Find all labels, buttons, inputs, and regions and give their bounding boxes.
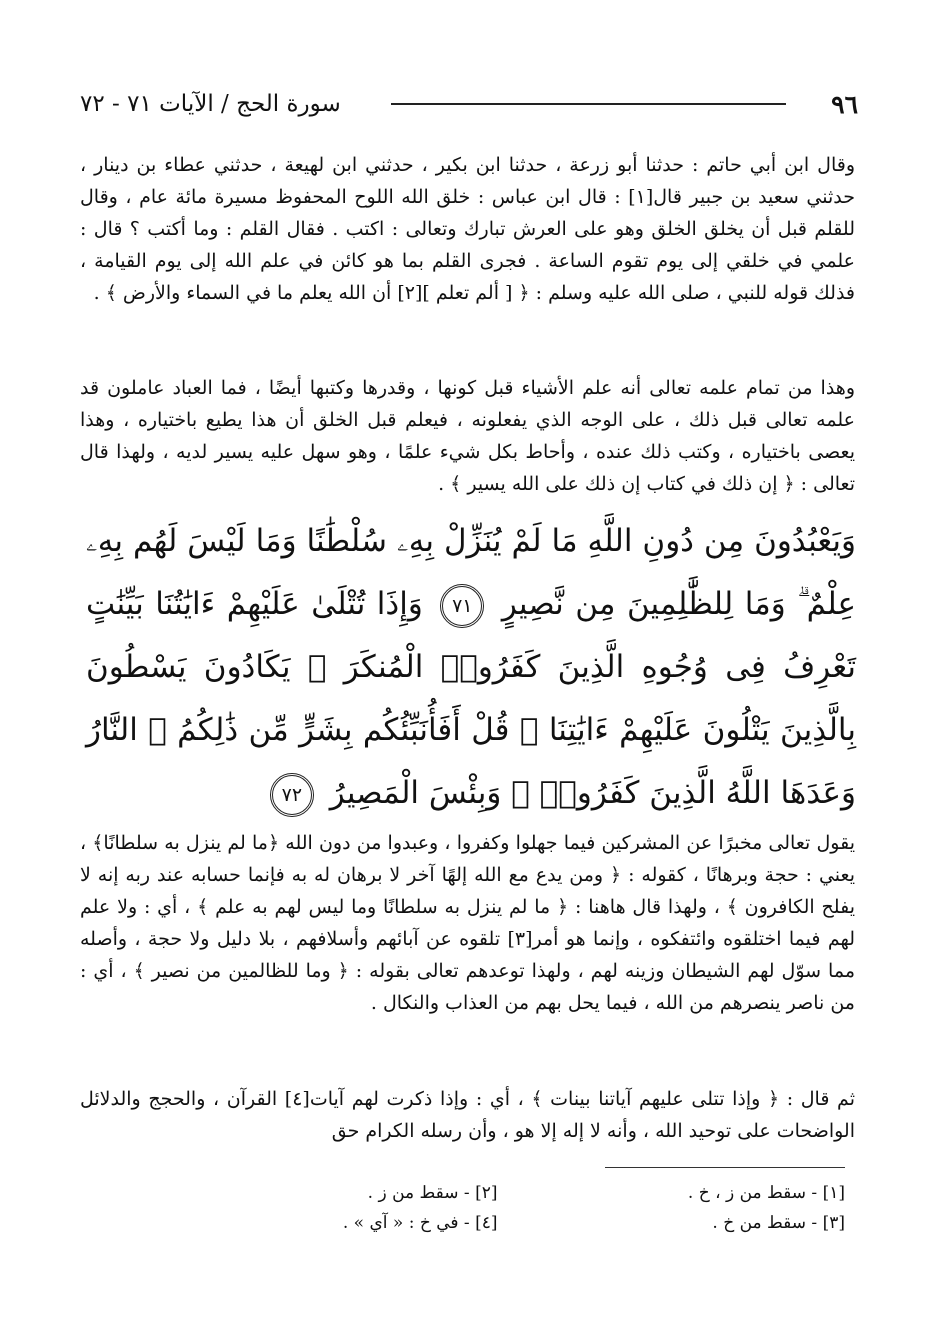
header-rule (391, 103, 786, 105)
page-number: ٩٦ (831, 89, 858, 119)
paragraph-tafsir (80, 827, 855, 1019)
ayah-72-text: وَإِذَا تُتْلَىٰ عَلَيْهِمْ ءَايَٰتُنَا بَيِّنَٰتٍ تَعْرِفُ فِى وُجُوهِ الَّذِينَ كَفَرُوا۟ الْمُنكَرَ ۖ يَكَادُونَ يَسْطُونَ بِالَّذِينَ يَتْلُونَ عَلَيْهِمْ ءَايَٰتِنَا ۗ قُلْ أَفَأُنَبِّئُكُم بِشَرٍّ مِّن ذَٰلِكُمُ ۗ النَّارُ وَعَدَهَا اللَّهُ الَّذِينَ كَفَرُوا۟ ۖ وَبِئْسَ الْمَصِيرُ (86, 586, 856, 811)
footnote-1: [١] - سقط من ز ، خ . (687, 1183, 845, 1203)
paragraph-text: يقول تعالى مخبرًا عن المشركين فيما جهلوا وكفروا ، وعبدوا من دون الله ﴿ما لم ينزل به سلطانًا﴾ ، يعني : حجة وبرهانًا ، كقوله : ﴿ ومن يدع مع الله إلهًا آخر لا برهان له به فإنما حسابه عند ربه إنه لا يفلح الكافرون ﴾ ، ولهذا قال هاهنا : ﴿ ما لم ينزل به سلطانًا وما ليس لهم به علم ﴾ ، أي : ولا علم لهم فيما اختلقوه وائتفكوه ، وإنما هو أمر[٣] تلقوه عن آبائهم وأسلافهم ، بلا دليل ولا حجة ، وأصله مما سوّل لهم الشيطان وزينه لهم ، ولهذا توعدهم تعالى بقوله : ﴿ وما للظالمين من نصير ﴾ ، أي : من ناصر ينصرهم من الله ، فيما يحل بهم من العذاب والنكال . (80, 832, 856, 1014)
ayah-72-marker: ٧٢ (270, 773, 314, 817)
paragraph-hadith (80, 149, 855, 309)
surah-title: سورة الحج / الآيات ٧١ - ٧٢ (80, 91, 341, 117)
footnote-separator (605, 1167, 845, 1168)
footnote-2: [٢] - سقط من ز . (367, 1183, 498, 1203)
paragraph-text: وهذا من تمام علمه تعالى أنه علم الأشياء قبل كونها ، وقدرها وكتبها أيضًا ، فما العباد عاملون قد علمه تعالى قبل ذلك ، على الوجه الذي يفعلونه ، فيعلم قبل الخلق أن هذا يطيع باختياره ، وهذا يعصى باختياره ، وكتب ذلك عنده ، وأحاط بكل شيء علمًا ، وهو سهل عليه يسير لديه ، ولهذا قال تعالى : ﴿ إن ذلك في كتاب إن ذلك على الله يسير ﴾ . (80, 377, 855, 495)
footnote-4: [٤] - في خ : « آي » . (342, 1213, 498, 1233)
ayah-71-text: وَيَعْبُدُونَ مِن دُونِ اللَّهِ مَا لَمْ يُنَزِّلْ بِهِۦ سُلْطَٰنًا وَمَا لَيْسَ لَهُم بِهِۦ عِلْمٌ ۗ وَمَا لِلظَّٰلِمِينَ مِن نَّصِيرٍ (86, 523, 856, 622)
paragraph-text: وقال ابن أبي حاتم : حدثنا أبو زرعة ، حدثنا ابن بكير ، حدثني ابن لهيعة ، حدثني عطاء بن دينار ، حدثني سعيد بن جبير قال[١] : قال ابن عباس : خلق الله اللوح المحفوظ مسيرة مائة عام ، وقال للقلم قبل أن يخلق الخلق وهو على العرش تبارك وتعالى : اكتب . فقال القلم : وما أكتب ؟ قال : علمي في خلقي إلى يوم تقوم الساعة . فجرى القلم بما هو كائن في علم الله إلى يوم القيامة ، فذلك قوله للنبي ، صلى الله عليه وسلم : ﴿ [ ألم تعلم ][٢] أن الله يعلم ما في السماء والأرض ﴾ . (80, 154, 855, 304)
paragraph-continuation (80, 1083, 855, 1147)
footnotes (150, 1183, 845, 1233)
paragraph-knowledge (80, 372, 855, 500)
quran-verses (86, 510, 856, 825)
ayah-71-marker: ٧١ (440, 584, 484, 628)
paragraph-text: ثم قال : ﴿ وإذا تتلى عليهم آياتنا بينات ﴾ ، أي : وإذا ذكرت لهم آيات[٤] القرآن ، والحجج والدلائل الواضحات على توحيد الله ، وأنه لا إله إلا هو ، وأن رسله الكرام حق (80, 1088, 855, 1142)
footnote-3: [٣] - سقط من خ . (712, 1213, 845, 1233)
page-header (80, 84, 858, 124)
